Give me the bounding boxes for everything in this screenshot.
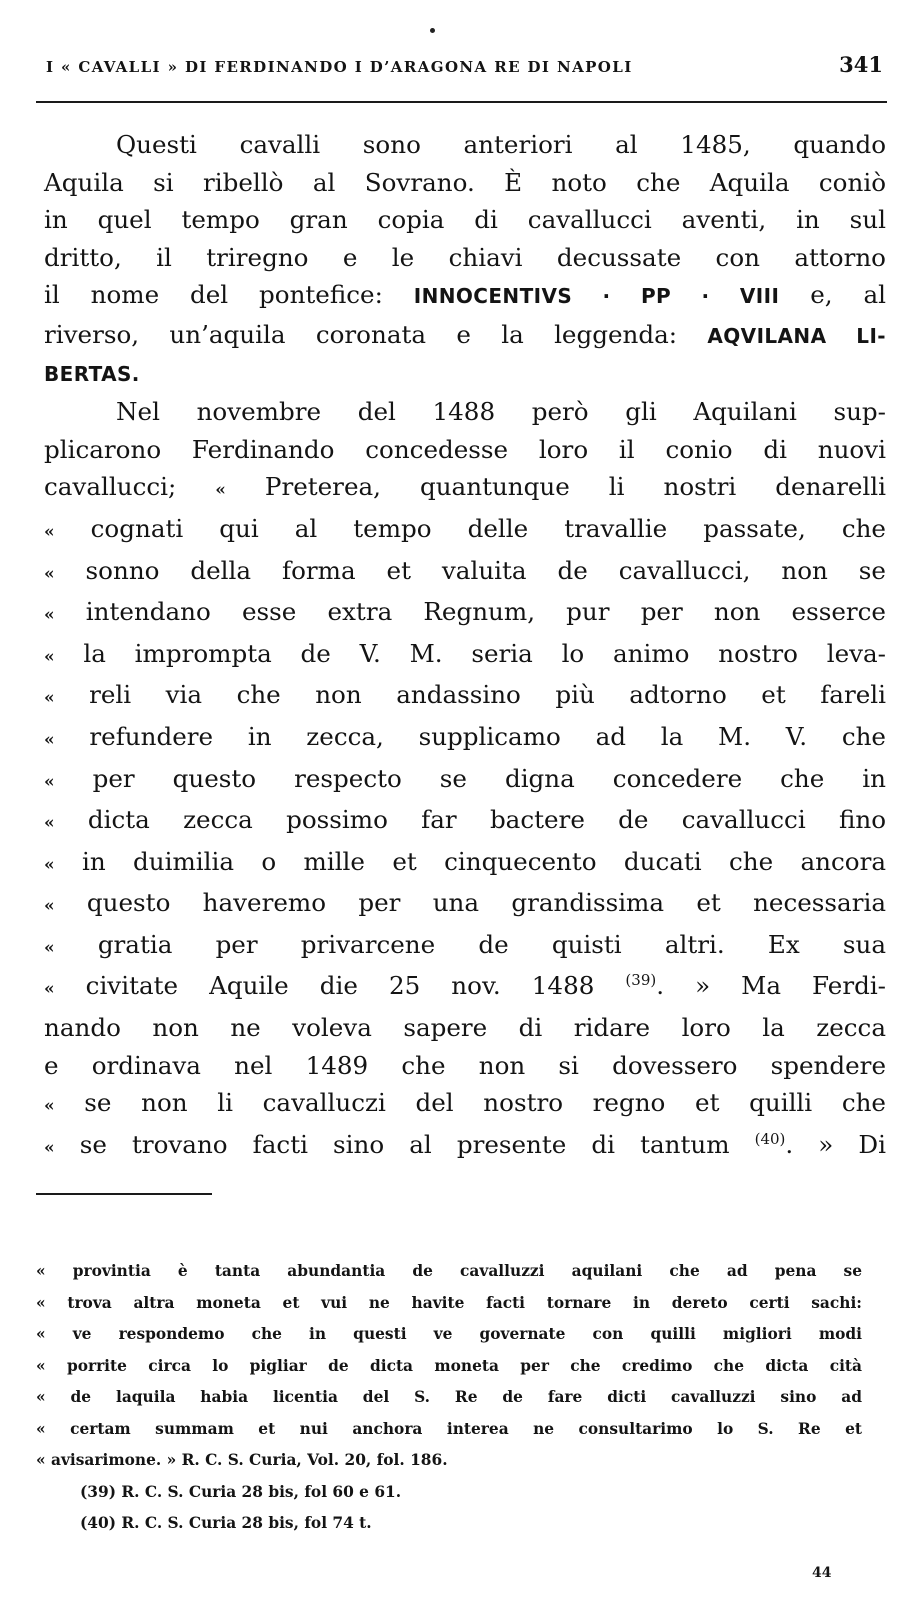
quote-mark: « [44,729,55,750]
paragraph-2 [44,393,886,1167]
text-segment: la imprompta de V. M. seria lo animo nostro leva- [83,638,886,668]
coin-legend: AQVILANA LI- [707,323,886,348]
quote-mark: « [44,646,55,667]
text-line: nando non ne voleva sapere di ridare loro la zecca [44,1013,886,1043]
header-rule [36,101,887,103]
quote-mark: « [44,813,55,834]
text-segment: dicta zecca possimo far bactere de cavallucci fino [87,805,886,835]
text-line [44,967,886,1009]
quote-mark: « [44,605,55,626]
text-segment: certam summam et nui anchora interea ne consultarimo lo S. Re et [70,1419,862,1438]
page-number: 341 [839,52,883,77]
footnote-line [36,1351,862,1383]
quote-mark: « [36,1293,46,1312]
text-line [44,1084,886,1126]
text-segment: sonno della forma et valuita de cavallucci, non se [85,555,886,585]
quote-mark: « [36,1388,46,1406]
quote-mark: « [44,521,55,542]
text-segment: in duimilia o mille et cinquecento ducati che ancora [81,846,886,876]
text-segment: per questo respecto se digna concedere che in [92,763,886,793]
quote-mark: « [44,563,55,584]
text-line [44,593,886,635]
footnote-line [36,1414,862,1446]
quote-mark: « [36,1451,46,1469]
text-line [44,801,886,843]
text-segment: se trovano facti sino al presente di tantum [79,1129,730,1159]
footnote-rule [36,1193,212,1195]
text-segment: gratia per privarcene de quisti altri. Ex sua [97,929,886,959]
text-line: plicarono Ferdinando concedesse loro il conio di nuovi [44,434,886,464]
text-line [44,884,886,926]
paragraph-1 [44,126,886,393]
text-line: dritto, il triregno e le chiavi decussate con attorno [44,242,886,272]
text-segment: questo haveremo per una grandissima et necessaria [86,888,886,918]
text-segment: avisarimone. » R. C. S. Curia, Vol. 20, fol. 186. [50,1451,448,1469]
text-segment: de laquila habia licentia del S. Re de fare dicti cavalluzzi sino ad [70,1388,863,1406]
text-segment: se non li cavalluczi del nostro regno et quilli che [84,1088,886,1118]
quote-mark: « [44,937,55,958]
quote-mark: « [44,854,55,875]
text-line [44,635,886,677]
text-line [44,276,886,316]
quote-mark: « [44,771,55,792]
quote-mark: « [36,1325,46,1343]
text-line [44,926,886,968]
footnote-40: (40) R. C. S. Curia 28 bis, fol 74 t. [80,1514,372,1532]
footnotes [36,1256,862,1540]
quote-mark: « [36,1262,46,1280]
text-line: e ordinava nel 1489 che non si dovessero spendere [44,1050,886,1080]
text-segment: cognati qui al tempo delle travallie passate, che [90,513,886,543]
text-segment: il nome del pontefice: [44,280,383,310]
quote-mark: « [44,688,55,709]
coin-legend: INNOCENTIVS · PP · VIII [413,284,780,309]
running-head-title: I « CAVALLI » DI FERDINANDO I D’ARAGONA RE DI NAPOLI [46,58,633,76]
text-line: Questi cavalli sono anteriori al 1485, quando [116,130,886,159]
text-segment: porrite circa lo pigliar de dicta moneta per che credimo che dicta cità [66,1356,862,1375]
coin-legend: BERTAS. [44,361,140,386]
text-segment: cavallucci; [44,472,177,502]
text-segment: ve respondemo che in questi ve governate con quilli migliori modi [72,1325,862,1343]
quote-mark: « [44,979,55,1000]
text-segment: provintia è tanta abundantia de cavalluzzi aquilani che ad pena se [72,1262,863,1280]
quote-mark: « [44,896,55,917]
quote-mark: « [36,1419,46,1438]
footnote-39: (39) R. C. S. Curia 28 bis, fol 60 e 61. [80,1482,402,1501]
footnote-line [36,1256,862,1288]
printer-dot [430,28,435,33]
footnote-line [36,1382,862,1414]
footnote-line [36,1319,862,1351]
text-line [44,316,886,356]
text-segment: civitate Aquile die 25 nov. 1488 [85,971,595,1001]
text-segment: trova altra moneta et vui ne havite facti tornare in dereto certi sachi: [67,1293,862,1312]
text-line [44,1126,886,1168]
text-segment: reli via che non andassino più adtorno et fareli [89,680,886,710]
text-segment: riverso, un’aquila coronata e la leggenda: [44,319,678,349]
text-line: in quel tempo gran copia di cavallucci aventi, in sul [44,205,886,235]
text-line [44,760,886,802]
quote-mark: « [36,1356,46,1375]
text-segment: Preterea, quantunque li nostri denarelli [264,472,886,502]
text-line: Nel novembre del 1488 però gli Aquilani sup- [116,397,886,427]
text-segment: intendano esse extra Regnum, pur per non esserce [85,597,886,627]
quote-mark: « [44,1096,55,1117]
running-head [46,52,883,92]
text-line: Aquila si ribellò al Sovrano. È noto che Aquila coniò [44,167,886,197]
body-text [44,126,886,1167]
text-segment: . » Ma Ferdi- [656,971,886,1001]
text-line [44,718,886,760]
footnote-ref-40[interactable]: (40) [754,1129,786,1148]
text-segment: e, al [810,280,886,310]
text-line [44,468,886,510]
quote-mark: « [44,1137,55,1158]
signature-mark: 44 [812,1565,832,1581]
footnote-line [36,1288,862,1320]
footnote-ref-39[interactable]: (39) [625,971,657,990]
footnote-line [36,1445,862,1477]
quote-mark: « [215,480,226,501]
text-line [44,676,886,718]
text-line [44,552,886,594]
text-line [44,510,886,552]
text-segment: . » Di [785,1129,886,1159]
text-line [44,843,886,885]
text-segment: refundere in zecca, supplicamo ad la M. V. che [89,721,886,751]
